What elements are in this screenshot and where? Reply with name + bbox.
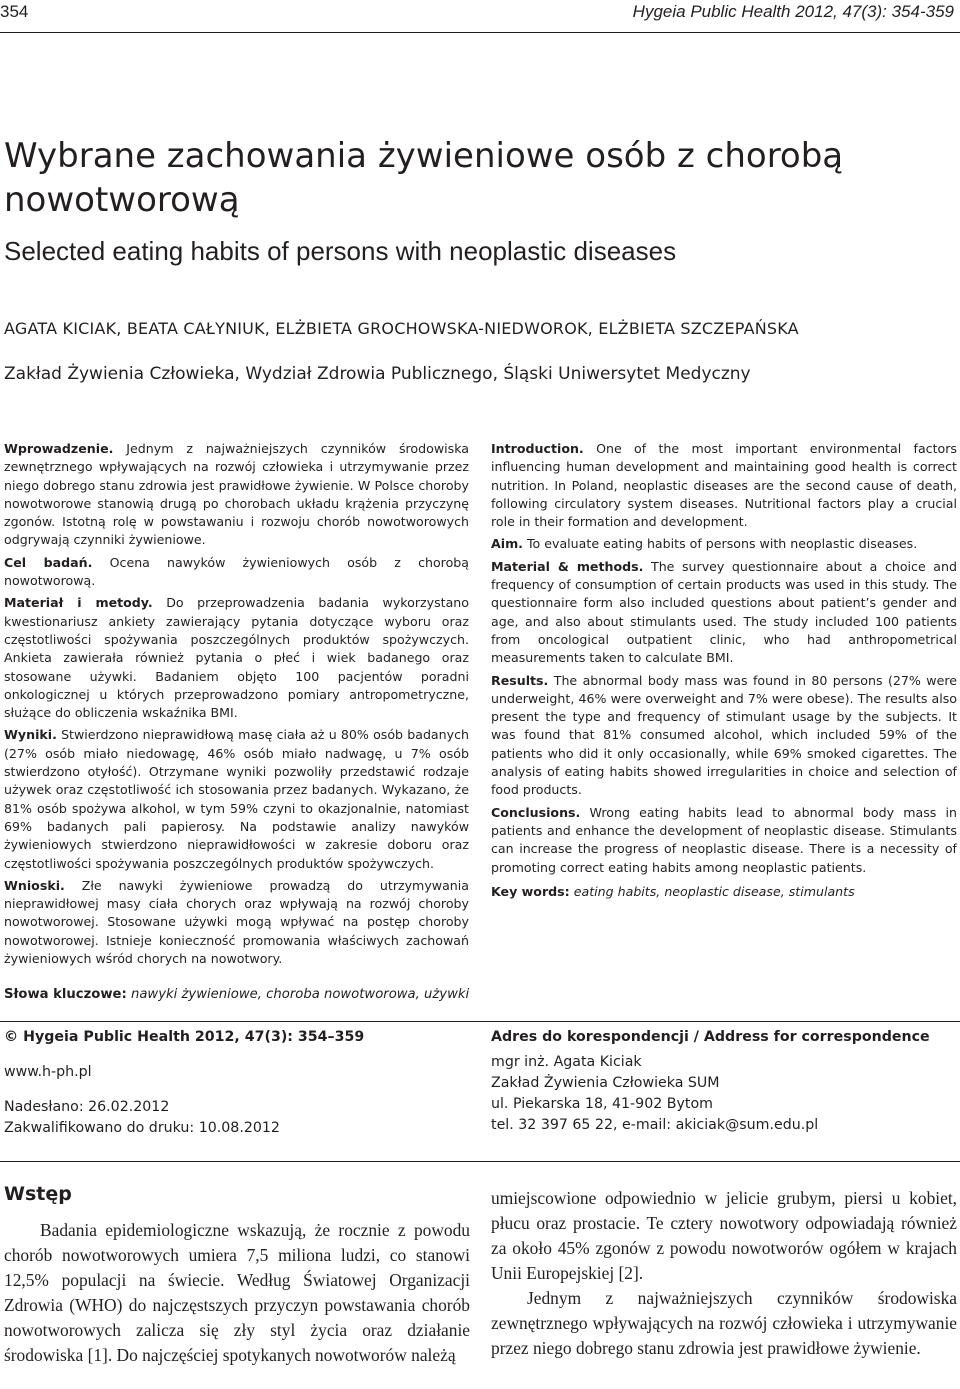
section-text: One of the most important environmental factors influencing human development and maintaining good health is correct nutrition. In Poland, neoplastic diseases are the second cause of death, following circulatory system diseases. Nutritional factors play a crucial role in their formation and development. bbox=[491, 441, 957, 530]
received-date: Nadesłano: 26.02.2012 bbox=[4, 1099, 170, 1115]
body-column-right bbox=[491, 1186, 957, 1361]
section-text: Złe nawyki żywieniowe prowadzą do utrzymywania nieprawidłowej masy ciała chorych oraz wpływają na rozwój choroby nowotworowej. Stosowane używki mogą wpływać na postęp choroby nowotworowej. Istnieje konieczność promowania właściwych zachowań żywieniowych wśród chorych na nowotwory. bbox=[4, 877, 469, 967]
correspondence-institution: Zakład Żywienia Człowieka SUM bbox=[491, 1075, 720, 1091]
abstract-pl-conclusions bbox=[4, 877, 469, 968]
body-paragraph: Jednym z najważniejszych czynników środowiska zewnętrznego wpływających na rozwój człowieka i utrzymywanie przez niego dobrego stanu zdrowia jest prawidłowe żywienie. bbox=[491, 1288, 957, 1358]
abstract-pl-aim bbox=[4, 554, 469, 591]
section-text: Wrong eating habits lead to abnormal body mass in patients and enhance the development of neoplastic disease. Stimulants can increase the progress of neoplastic disease. There is a necessity of promoting correct eating habits among neoplastic patients. bbox=[491, 804, 957, 875]
section-label: Material & methods. bbox=[491, 558, 644, 574]
section-text: To evaluate eating habits of persons with neoplastic diseases. bbox=[527, 536, 918, 552]
keywords-label: Key words: bbox=[491, 883, 570, 899]
publication-info bbox=[4, 1027, 364, 1139]
section-label: Wprowadzenie. bbox=[4, 441, 114, 456]
section-text: Jednym z najważniejszych czynników środowiska zewnętrznego wpływających na rozwój człowieka i utrzymywanie przez niego dobrego stanu zdrowia jest prawidłowe żywienie. W Polsce choroby nowotworowe stanowią drugą po chorobach układu krążenia przyczynę zgonów. Istotną rolę w powstawaniu i rozwoju chorób nowotworowych odgrywają czynniki żywieniowe. bbox=[4, 441, 469, 548]
section-label: Conclusions. bbox=[491, 804, 581, 820]
article-title-en: Selected eating habits of persons with neoplastic diseases bbox=[4, 236, 677, 266]
correspondence-name: mgr inż. Agata Kiciak bbox=[491, 1054, 642, 1070]
section-label: Results. bbox=[491, 672, 549, 688]
section-label: Wnioski. bbox=[4, 877, 65, 893]
section-label: Cel badań. bbox=[4, 554, 93, 570]
section-label: Introduction. bbox=[491, 441, 584, 456]
copyright-text: Hygeia Public Health 2012, 47(3): 354–359 bbox=[23, 1029, 365, 1045]
section-heading: Wstęp bbox=[4, 1183, 72, 1205]
section-text: Stwierdzono nieprawidłową masę ciała aż u 80% osób badanych (27% osób miało niedowagę, 46% osób miało nadwagę, u 7% osób stwierdzono otyłość). Otrzymane wyniki pozwoliły przedstawić rodzaje używek oraz częstotliwość ich stosowania przez badanych. Wykazano, że 81% osób spożywa alkohol, w tym 59% czyni to okazjonalnie, natomiast 69% badanych pali papierosy. Na podstawie analizy nawyków żywieniowych stwierdzono nieprawidłowości w zakresie doboru oraz częstotliwości spożywania poszczególnych produktów spożywczych. bbox=[4, 727, 469, 871]
section-divider bbox=[0, 1021, 960, 1022]
section-text: Ocena nawyków żywieniowych osób z chorobą nowotworową. bbox=[4, 554, 469, 589]
abstract-pl-introduction bbox=[4, 440, 469, 550]
article-title-pl: Wybrane zachowania żywieniowe osób z chorobą nowotworową bbox=[4, 136, 844, 220]
abstract-en-introduction bbox=[491, 440, 957, 531]
correspondence-contact: tel. 32 397 65 22, e-mail: akiciak@sum.edu.pl bbox=[491, 1117, 819, 1133]
accepted-date: Zakwalifikowano do druku: 10.08.2012 bbox=[4, 1120, 280, 1136]
abstract-en-results bbox=[491, 672, 957, 800]
authors-list: AGATA KICIAK, BEATA CAŁYNIUK, ELŻBIETA GROCHOWSKA-NIEDWOROK, ELŻBIETA SZCZEPAŃSKA bbox=[4, 319, 799, 338]
affiliation: Zakład Żywienia Człowieka, Wydział Zdrowia Publicznego, Śląski Uniwersytet Medyczny bbox=[4, 364, 751, 384]
copyright-line bbox=[4, 1027, 364, 1048]
keywords-label: Słowa kluczowe: bbox=[4, 987, 127, 1002]
authors bbox=[4, 315, 799, 340]
correspondence-heading: Adres do korespondencji / Address for correspondence bbox=[491, 1029, 930, 1045]
section-text: Do przeprowadzenia badania wykorzystano kwestionariusz ankiety zawierający pytania dotyczące wyboru oraz częstotliwości spożywania poszczególnych produktów spożywczych. Ankieta zawierała również pytania o płeć i wiek badanego oraz stosowane używki. Badaniem objęto 100 pacjentów poradni onkologicznej u których przeprowadzono pomiary antropometryczne, służące do obliczenia wskaźnika BMI. bbox=[4, 595, 469, 721]
section-label: Materiał i metody. bbox=[4, 595, 153, 611]
body-column-left bbox=[4, 1218, 470, 1368]
website-link[interactable]: www.h-ph.pl bbox=[4, 1064, 92, 1080]
section-label: Aim. bbox=[491, 536, 523, 552]
keywords-pl bbox=[4, 987, 469, 1002]
abstract-en-conclusions bbox=[491, 804, 957, 877]
abstract-en bbox=[491, 440, 957, 905]
keywords-text: nawyki żywieniowe, choroba nowotworowa, używki bbox=[130, 987, 470, 1002]
abstract-en-aim bbox=[491, 535, 957, 553]
keywords-text: eating habits, neoplastic disease, stimulants bbox=[573, 883, 855, 899]
body-paragraph: umiejscowione odpowiednio w jelicie grubym, piersi u kobiet, płucu oraz prostacie. Te cztery nowotwory odpowiadają również za około 45% zgonów z powodu nowotworów ogółem w krajach Unii Europejskiej [2]. bbox=[491, 1188, 957, 1283]
keywords-en bbox=[491, 883, 957, 901]
abstract-pl bbox=[4, 440, 469, 972]
abstract-pl-results bbox=[4, 726, 469, 872]
correspondence-street: ul. Piekarska 18, 41-902 Bytom bbox=[491, 1096, 713, 1112]
body-paragraph: Badania epidemiologiczne wskazują, że rocznie z powodu chorób nowotworowych umiera 7,5 miliona ludzi, co stanowi 12,5% populacji na świecie. Według Światowej Organizacji Zdrowia (WHO) do najczęstszych przyczyn powstawania chorób nowotworowych zalicza się zły styl życia oraz działanie środowiska [1]. Do najczęściej spotykanych nowotworów należą bbox=[4, 1220, 470, 1365]
section-divider bbox=[0, 1161, 960, 1162]
abstract-en-methods bbox=[491, 558, 957, 668]
copyright-icon: © bbox=[4, 1029, 19, 1045]
abstract-pl-methods bbox=[4, 594, 469, 722]
page-number: 354 bbox=[0, 2, 29, 21]
journal-citation: Hygeia Public Health 2012, 47(3): 354-359 bbox=[632, 2, 954, 21]
correspondence bbox=[491, 1027, 930, 1136]
section-text: The abnormal body mass was found in 80 persons (27% were underweight, 46% were overweight and 7% were obese). The results also present the type and frequency of stimulant usage by the subjects. It was found that 81% consumed alcohol, which included 59% of the patients who did it only occasionally, while 69% smoked cigarettes. The analysis of eating habits showed irregularities in choice and selection of food products. bbox=[491, 672, 957, 798]
section-text: The survey questionnaire about a choice and frequency of consumption of certain products was used in this study. The questionnaire form also included questions about patient’s gender and age, and also about stimulants used. The study included 100 patients from oncological outpatient clinic, who had anthropometrical measurements taken to calculate BMI. bbox=[491, 558, 957, 666]
header-rule bbox=[0, 32, 960, 33]
section-label: Wyniki. bbox=[4, 727, 57, 743]
